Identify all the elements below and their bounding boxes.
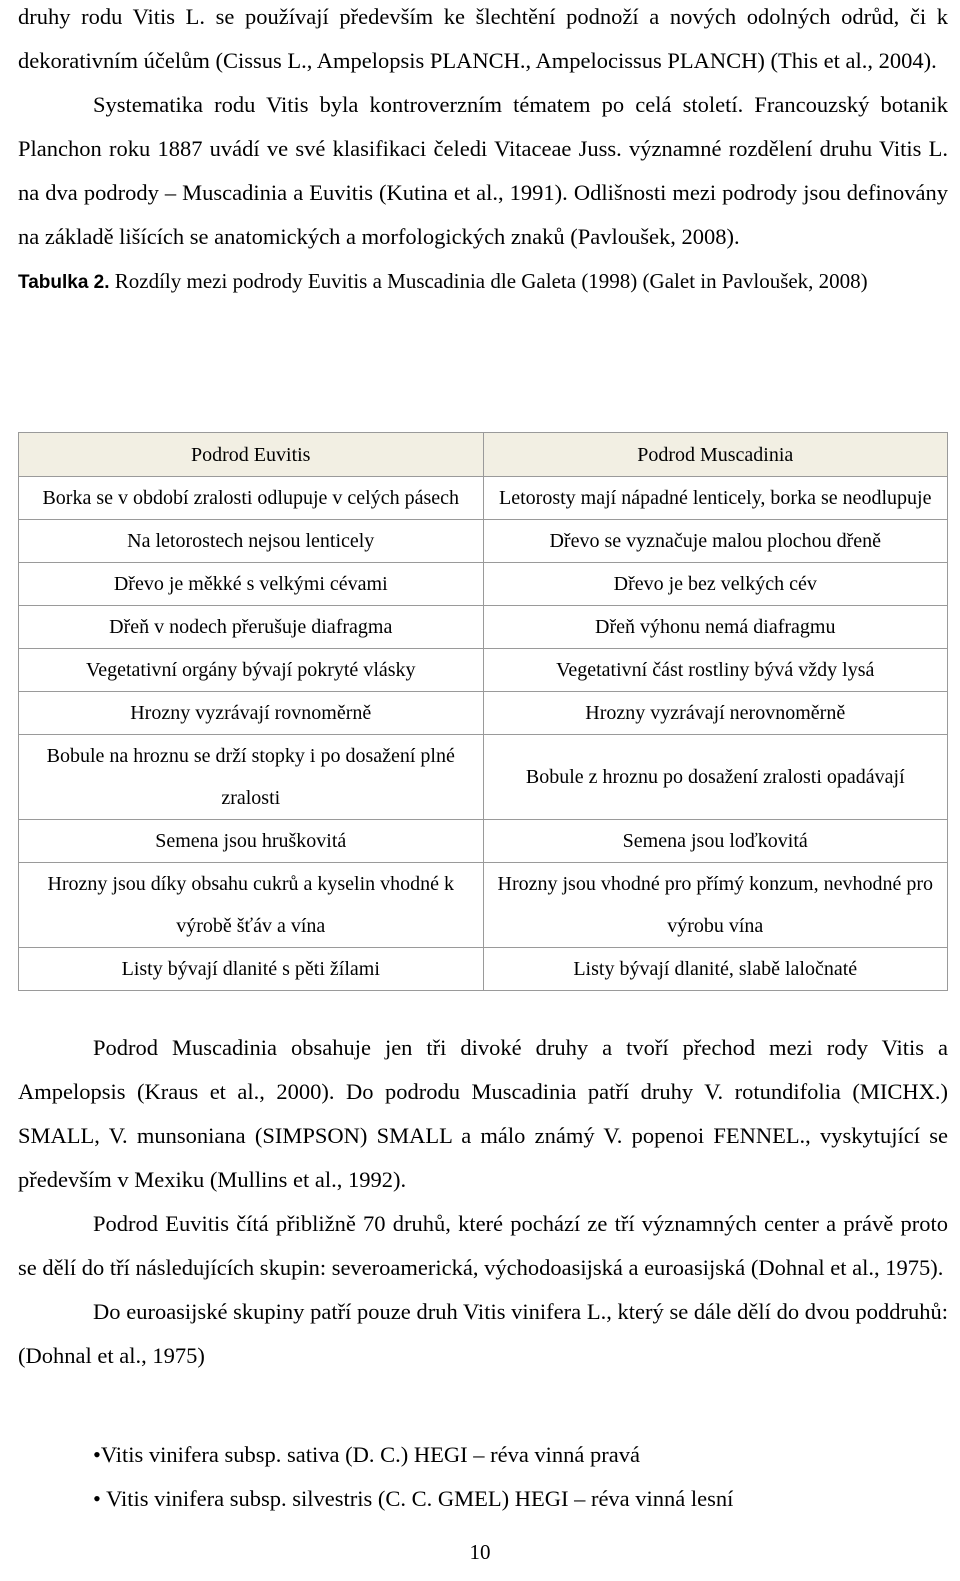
after-block <box>18 1026 948 1378</box>
table-caption-text: Rozdíly mezi podrody Euvitis a Muscadinia dle Galeta (1998) (Galet in Pavloušek, 2008) <box>109 269 868 293</box>
cell-muscadinia: Vegetativní část rostliny bývá vždy lysá <box>483 649 948 692</box>
cell-muscadinia: Semena jsou loďkovitá <box>483 820 948 863</box>
cell-euvitis: Listy bývají dlanité s pěti žílami <box>19 948 484 991</box>
cell-muscadinia: Hrozny jsou vhodné pro přímý konzum, nevhodné pro výrobu vína <box>483 863 948 948</box>
table-row <box>19 520 948 563</box>
table-row <box>19 948 948 991</box>
list-item: • Vitis vinifera subsp. silvestris (C. C. GMEL) HEGI – réva vinná lesní <box>93 1486 734 1511</box>
table-header-row <box>19 433 948 477</box>
comparison-table <box>18 432 948 991</box>
page-number: 10 <box>469 1540 491 1564</box>
paragraph-muscadinia: Podrod Muscadinia obsahuje jen tři divoké druhy a tvoří přechod mezi rody Vitis a Ampelopsis (Kraus et al., 2000). Do podrodu Muscadinia patří druhy V. rotundifolia (MICHX.) SMALL, V. munsoniana (SIMPSON) SMALL a málo známý V. popenoi FENNEL., vyskytující se především v Mexiku (Mullins et al., 1992). <box>18 1035 948 1192</box>
cell-muscadinia: Letorosty mají nápadné lenticely, borka se neodlupuje <box>483 477 948 520</box>
table-row <box>19 863 948 948</box>
table-row <box>19 735 948 820</box>
header-muscadinia: Podrod Muscadinia <box>483 433 948 477</box>
table-row <box>19 563 948 606</box>
cell-muscadinia: Dřevo se vyznačuje malou plochou dřeně <box>483 520 948 563</box>
cell-muscadinia: Dřeň výhonu nemá diafragmu <box>483 606 948 649</box>
cell-muscadinia: Dřevo je bez velkých cév <box>483 563 948 606</box>
cell-euvitis: Dřeň v nodech přerušuje diafragma <box>19 606 484 649</box>
intro-block <box>18 0 948 305</box>
cell-muscadinia: Bobule z hroznu po dosažení zralosti opadávají <box>483 735 948 820</box>
table-row <box>19 606 948 649</box>
cell-euvitis: Borka se v období zralosti odlupuje v celých pásech <box>19 477 484 520</box>
intro-paragraph-2: Systematika rodu Vitis byla kontroverzním tématem po celá století. Francouzský botanik Planchon roku 1887 uvádí ve své klasifikaci čeledi Vitaceae Juss. významné rozdělení druhu Vitis L. na dva podrody – Muscadinia a Euvitis (Kutina et al., 1991). Odlišnosti mezi podrody jsou definovány na základě lišících se anatomických a morfologických znaků (Pavloušek, 2008). <box>18 92 948 249</box>
table-caption-label: Tabulka 2. <box>18 272 110 293</box>
table-row <box>19 649 948 692</box>
table-row <box>19 692 948 735</box>
cell-euvitis: Dřevo je měkké s velkými cévami <box>19 563 484 606</box>
paragraph-euvitis: Podrod Euvitis čítá přibližně 70 druhů, které pochází ze tří významných center a právě proto se dělí do tří následujících skupin: severoamerická, východoasijská a euroasijská (Dohnal et al., 1975). <box>18 1211 948 1280</box>
header-euvitis: Podrod Euvitis <box>19 433 484 477</box>
list-item: •Vitis vinifera subsp. sativa (D. C.) HEGI – réva vinná pravá <box>93 1442 641 1467</box>
cell-euvitis: Na letorostech nejsou lenticely <box>19 520 484 563</box>
table-caption <box>18 259 948 305</box>
intro-paragraph-1: druhy rodu Vitis L. se používají především ke šlechtění podnoží a nových odolných odrůd, či k dekorativním účelům (Cissus L., Ampelopsis PLANCH., Ampelocissus PLANCH) (This et al., 2004). <box>18 4 948 73</box>
cell-muscadinia: Hrozny vyzrávají nerovnoměrně <box>483 692 948 735</box>
cell-euvitis: Hrozny vyzrávají rovnoměrně <box>19 692 484 735</box>
table-row <box>19 820 948 863</box>
subspecies-list <box>18 1433 733 1521</box>
cell-euvitis: Bobule na hroznu se drží stopky i po dosažení plné zralosti <box>19 735 484 820</box>
cell-muscadinia: Listy bývají dlanité, slabě laločnaté <box>483 948 948 991</box>
cell-euvitis: Vegetativní orgány bývají pokryté vlásky <box>19 649 484 692</box>
cell-euvitis: Semena jsou hruškovitá <box>19 820 484 863</box>
table-row <box>19 477 948 520</box>
cell-euvitis: Hrozny jsou díky obsahu cukrů a kyselin vhodné k výrobě šťáv a vína <box>19 863 484 948</box>
paragraph-euroasian: Do euroasijské skupiny patří pouze druh Vitis vinifera L., který se dále dělí do dvou poddruhů: (Dohnal et al., 1975) <box>18 1299 948 1368</box>
